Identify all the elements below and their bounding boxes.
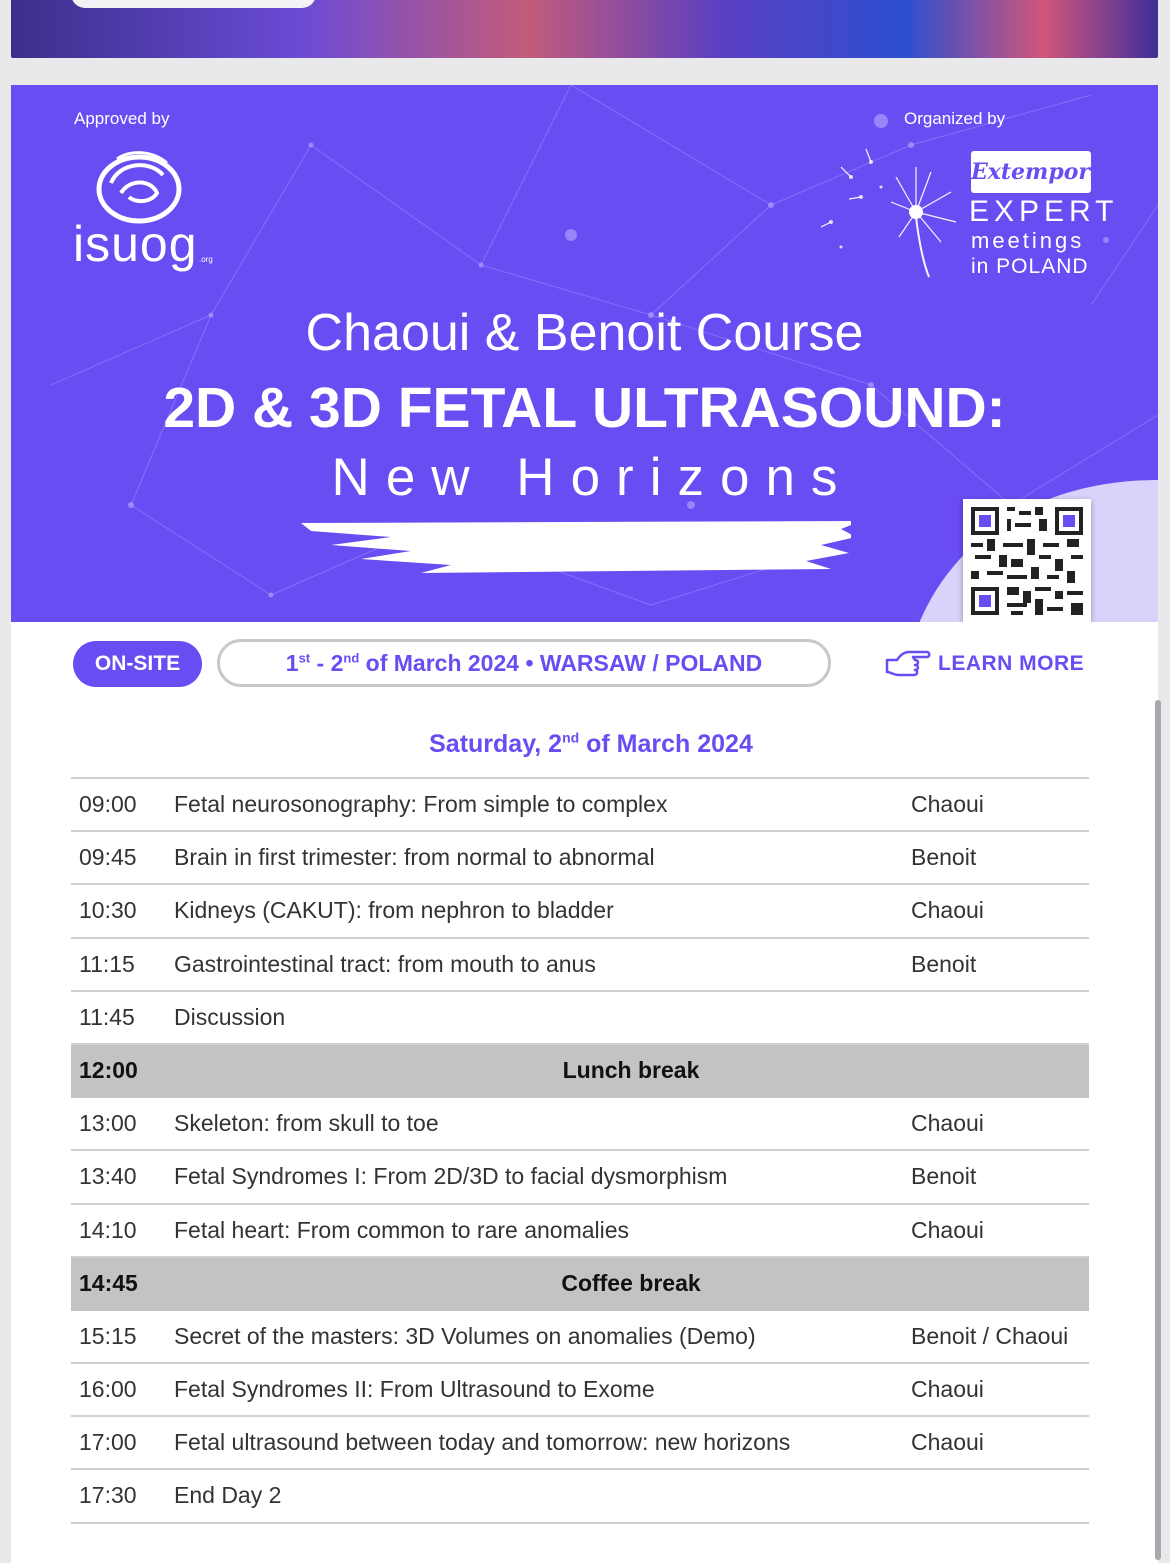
table-row xyxy=(71,885,1089,938)
break-row xyxy=(71,1258,1089,1311)
table-row xyxy=(71,1470,1089,1523)
session-title: Fetal Syndromes I: From 2D/3D to facial dysmorphism xyxy=(174,1163,728,1190)
organizer-line3: in POLAND xyxy=(971,255,1089,278)
course-headline: 2D & 3D FETAL ULTRASOUND: xyxy=(163,376,1006,440)
date-start-day: 1 xyxy=(285,650,299,676)
extempore-brand: Extempore xyxy=(971,159,1104,185)
session-speaker: Chaoui xyxy=(911,791,984,817)
session-title: Fetal Syndromes II: From Ultrasound to Exome xyxy=(174,1376,655,1403)
session-title: End Day 2 xyxy=(174,1482,282,1509)
table-row xyxy=(71,1205,1089,1258)
session-title: Gastrointestinal tract: from mouth to anus xyxy=(174,950,596,977)
session-time: 16:00 xyxy=(79,1376,137,1403)
course-subheadline: New Horizons xyxy=(331,448,854,507)
session-time: 09:00 xyxy=(79,791,137,817)
event-date-location xyxy=(217,639,831,687)
table-row xyxy=(71,1098,1089,1151)
session-time: 15:15 xyxy=(79,1322,137,1349)
pointing-hand-icon xyxy=(883,648,931,682)
table-row xyxy=(71,1417,1089,1470)
session-title: Fetal neurosonography: From simple to complex xyxy=(174,791,668,817)
qr-code-icon xyxy=(971,507,1083,615)
session-time: 17:30 xyxy=(79,1482,137,1509)
session-time: 17:00 xyxy=(79,1429,137,1456)
day-rest: of March 2024 xyxy=(579,730,753,758)
day-suffix: nd xyxy=(562,729,580,746)
learn-more-label: LEARN MORE xyxy=(938,652,1085,675)
session-title: Fetal heart: From common to rare anomalies xyxy=(174,1216,630,1243)
date-separator: - xyxy=(310,650,331,676)
session-time: 11:45 xyxy=(79,1003,135,1030)
session-speaker: Benoit xyxy=(911,1163,977,1190)
table-row xyxy=(71,1364,1089,1417)
session-time: 13:40 xyxy=(79,1163,137,1190)
session-time: 11:15 xyxy=(79,950,135,977)
session-speaker: Chaoui xyxy=(911,1376,984,1403)
isuog-org-suffix: .org xyxy=(199,255,213,264)
table-row xyxy=(71,939,1089,992)
session-title: Fetal ultrasound between today and tomorrow: new horizons xyxy=(174,1429,791,1456)
table-row xyxy=(71,832,1089,885)
session-speaker: Chaoui xyxy=(911,1110,984,1137)
scrollbar[interactable] xyxy=(1155,700,1161,1560)
session-speaker: Benoit xyxy=(911,844,977,871)
table-row xyxy=(71,1151,1089,1204)
table-row xyxy=(71,1311,1089,1364)
session-speaker: Chaoui xyxy=(911,1429,984,1456)
break-label: Lunch break xyxy=(562,1056,700,1083)
date-end-day: 2 xyxy=(330,650,344,676)
day-prefix: Saturday, 2 xyxy=(429,730,563,758)
organizer-line2: meetings xyxy=(971,228,1085,253)
dandelion-icon xyxy=(811,137,971,282)
date-rest: of March 2024 • WARSAW / POLAND xyxy=(359,650,763,676)
date-end-suffix: nd xyxy=(343,650,360,666)
break-row xyxy=(71,1045,1089,1098)
break-label: Coffee break xyxy=(561,1269,701,1296)
session-time: 10:30 xyxy=(79,897,137,924)
course-banner xyxy=(11,85,1158,622)
session-time: 09:45 xyxy=(79,844,137,871)
session-speaker: Chaoui xyxy=(911,897,984,924)
organized-by-label: Organized by xyxy=(904,109,1006,128)
previous-card-image xyxy=(11,0,1158,58)
onsite-badge: ON-SITE xyxy=(73,641,202,687)
date-start-suffix: st xyxy=(298,650,311,666)
session-speaker: Chaoui xyxy=(911,1216,984,1243)
session-title: Kidneys (CAKUT): from nephron to bladder xyxy=(174,897,614,924)
session-speaker: Benoit xyxy=(911,950,977,977)
table-row xyxy=(71,779,1089,832)
schedule-table xyxy=(71,777,1089,1524)
session-time: 12:00 xyxy=(79,1056,138,1083)
course-title: Chaoui & Benoit Course xyxy=(305,304,864,362)
isuog-wordmark: isuog xyxy=(73,216,198,272)
day-title xyxy=(11,730,1158,759)
session-time: 13:00 xyxy=(79,1110,137,1137)
previous-card-pill[interactable] xyxy=(71,0,316,8)
session-time: 14:45 xyxy=(79,1269,138,1296)
session-time: 14:10 xyxy=(79,1216,137,1243)
learn-more-button[interactable] xyxy=(873,641,1099,687)
approved-by-label: Approved by xyxy=(74,109,170,128)
qr-code[interactable] xyxy=(963,499,1091,622)
course-card xyxy=(11,85,1158,1563)
session-title: Secret of the masters: 3D Volumes on anomalies (Demo) xyxy=(174,1322,756,1349)
session-title: Skeleton: from skull to toe xyxy=(174,1110,439,1137)
organizer-line1: EXPERT xyxy=(969,195,1119,228)
table-row xyxy=(71,992,1089,1045)
session-speaker: Benoit / Chaoui xyxy=(911,1322,1069,1349)
session-title: Brain in first trimester: from normal to abnormal xyxy=(174,844,655,871)
session-title: Discussion xyxy=(174,1003,286,1030)
